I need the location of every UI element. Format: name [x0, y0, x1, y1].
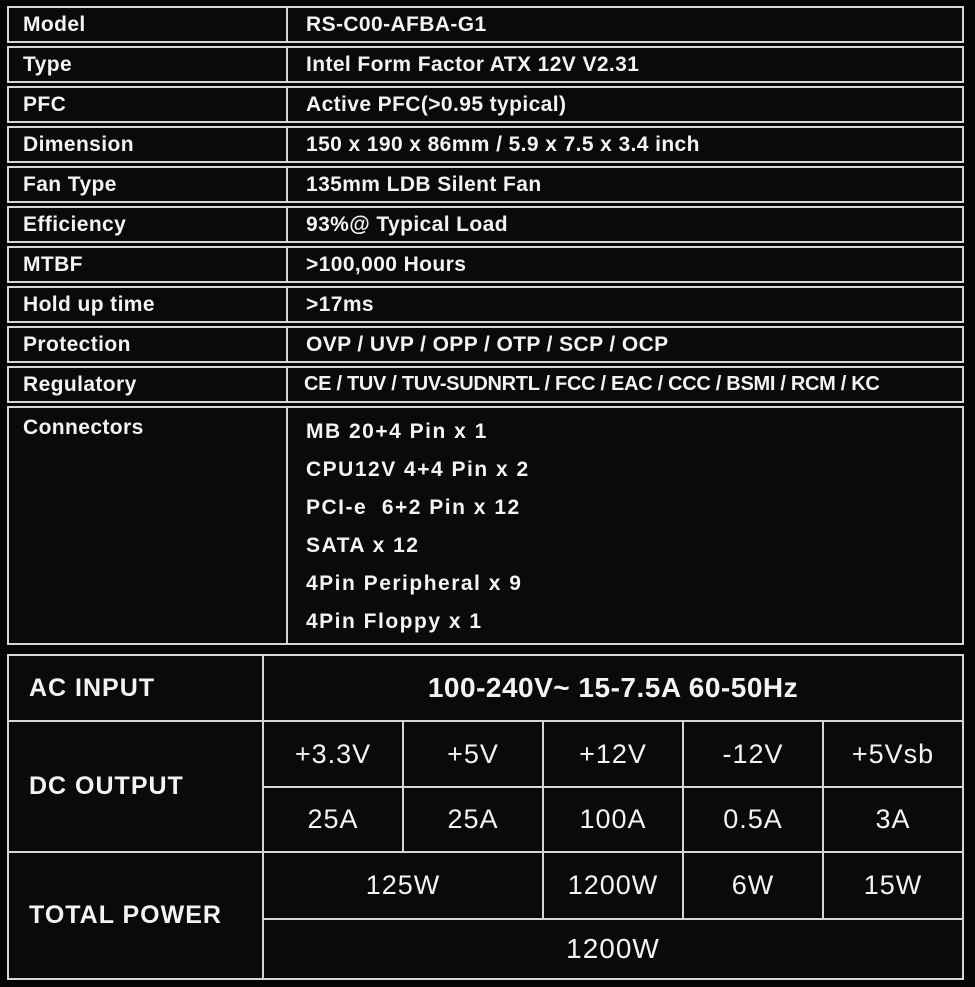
regulatory-label: Regulatory: [9, 368, 288, 401]
rail-header-5v: +5V: [404, 722, 542, 786]
rail-header-12v: +12V: [544, 722, 682, 786]
total-watts-12v: 1200W: [544, 853, 682, 918]
pfc-label: PFC: [9, 88, 288, 121]
connectors-value: [288, 408, 962, 643]
spec-row-protection: [7, 326, 964, 363]
rail-current-3v3: 25A: [264, 788, 402, 851]
connector-line-mb: MB 20+4 Pin x 1: [306, 420, 488, 443]
rail-current-m12v: 0.5A: [684, 788, 822, 851]
dimension-value: 150 x 190 x 86mm / 5.9 x 7.5 x 3.4 inch: [306, 132, 700, 156]
connector-line-cpu12v: CPU12V 4+4 Pin x 2: [306, 458, 530, 481]
regulatory-value: CE / TUV / TUV-SUDNRTL / FCC / EAC / CCC / BSMI / RCM / KC: [304, 373, 880, 395]
efficiency-value: 93%@ Typical Load: [306, 212, 508, 236]
connectors-label: Connectors: [9, 408, 288, 643]
total-watts-5vsb: 15W: [824, 853, 962, 918]
model-label: Model: [9, 8, 288, 41]
ac-input-label: AC INPUT: [9, 656, 262, 720]
connector-line-sata: SATA x 12: [306, 534, 420, 557]
rail-current-12v: 100A: [544, 788, 682, 851]
ac-input-value: 100-240V~ 15-7.5A 60-50Hz: [264, 656, 962, 720]
dimension-label: Dimension: [9, 128, 288, 161]
rail-header-5vsb: +5Vsb: [824, 722, 962, 786]
combined-total-watts: 1200W: [264, 920, 962, 978]
protection-label: Protection: [9, 328, 288, 361]
power-table: [7, 654, 964, 980]
rail-current-5v: 25A: [404, 788, 542, 851]
spec-row-type: [7, 46, 964, 83]
connector-line-peripheral: 4Pin Peripheral x 9: [306, 572, 523, 595]
spec-table: [7, 6, 964, 645]
spec-row-dimension: [7, 126, 964, 163]
fan-type-label: Fan Type: [9, 168, 288, 201]
protection-value: OVP / UVP / OPP / OTP / SCP / OCP: [306, 332, 669, 356]
spec-row-connectors: [7, 406, 964, 645]
spec-row-holdup-time: [7, 286, 964, 323]
mtbf-value: >100,000 Hours: [306, 252, 467, 276]
total-watts-3v3-5v: 125W: [264, 853, 542, 918]
model-value: RS-C00-AFBA-G1: [306, 12, 487, 36]
total-watts-m12v: 6W: [684, 853, 822, 918]
rail-header-m12v: -12V: [684, 722, 822, 786]
pfc-value: Active PFC(>0.95 typical): [306, 92, 567, 116]
holdup-time-label: Hold up time: [9, 288, 288, 321]
rail-current-5vsb: 3A: [824, 788, 962, 851]
spec-row-regulatory: [7, 366, 964, 403]
connector-line-floppy: 4Pin Floppy x 1: [306, 610, 483, 633]
dc-output-label: DC OUTPUT: [9, 722, 262, 851]
rail-header-3v3: +3.3V: [264, 722, 402, 786]
spec-row-efficiency: [7, 206, 964, 243]
type-value: Intel Form Factor ATX 12V V2.31: [306, 52, 640, 76]
type-label: Type: [9, 48, 288, 81]
spec-row-mtbf: [7, 246, 964, 283]
fan-type-value: 135mm LDB Silent Fan: [306, 172, 542, 196]
efficiency-label: Efficiency: [9, 208, 288, 241]
mtbf-label: MTBF: [9, 248, 288, 281]
spec-row-model: [7, 6, 964, 43]
connector-line-pcie: PCI-e 6+2 Pin x 12: [306, 496, 521, 519]
total-power-label: TOTAL POWER: [9, 853, 262, 978]
holdup-time-value: >17ms: [306, 292, 374, 316]
spec-row-fan-type: [7, 166, 964, 203]
spec-row-pfc: [7, 86, 964, 123]
